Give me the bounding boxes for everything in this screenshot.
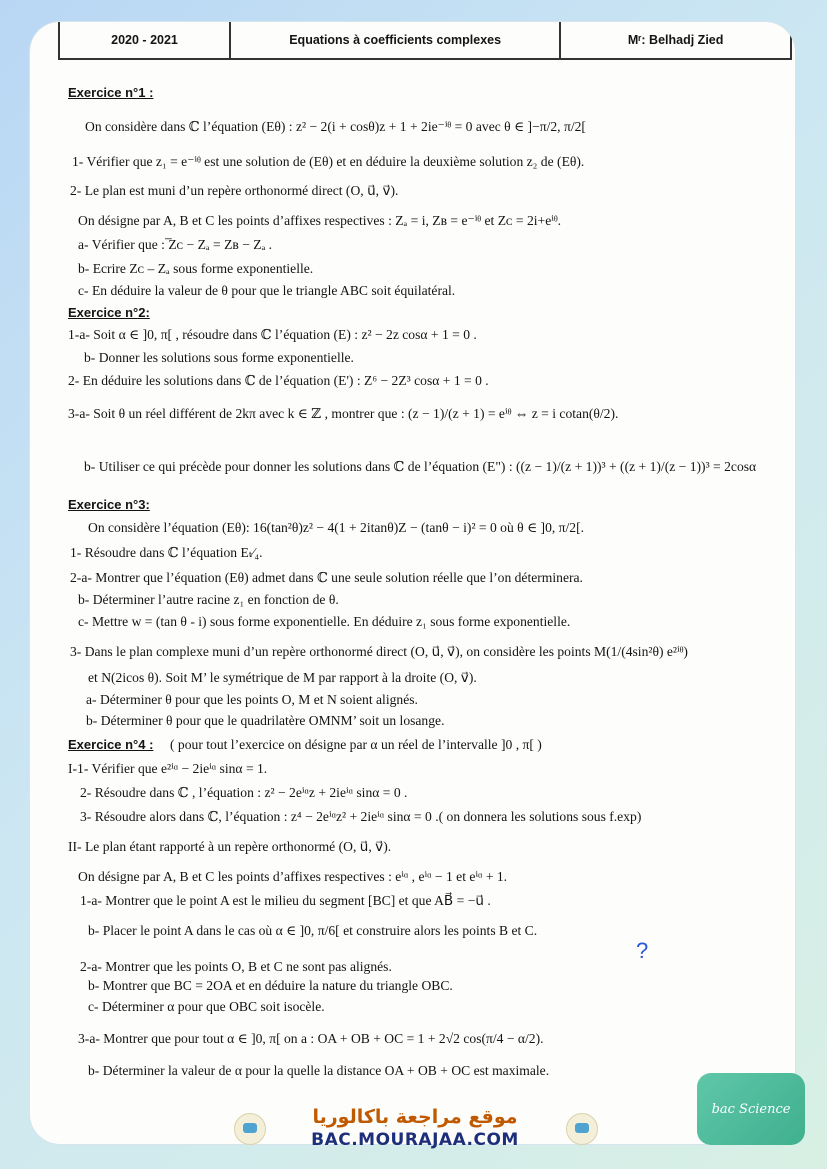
ex4-II1b: b- Placer le point A dans le cas où α ∈ ]0, π/6[ et construire alors les points B et C.	[88, 923, 538, 938]
ex4-II2c: c- Déterminer α pour que OBC soit isocèle.	[88, 999, 325, 1014]
teacher-name: Mʳ: Belhadj Zied	[627, 33, 724, 47]
exercise-1-title: Exercice n°1 :	[68, 85, 154, 100]
ex3-q2b: b- Déterminer l’autre racine z₁ en fonction de θ.	[78, 592, 339, 607]
document-page	[30, 22, 795, 1144]
ex3-q2a: 2-a- Montrer que l’équation (Eθ) admet dans ℂ une seule solution réelle que l’on déterminera.	[70, 570, 583, 585]
ex2-q3a: 3-a- Soit θ un réel différent de 2kπ avec k ∈ ℤ , montrer que : (z − 1)/(z + 1) = eⁱᶿ ⇔ z = i cotan(θ/2).	[68, 406, 619, 421]
ex4-II-points: On désigne par A, B et C les points d’affixes respectives : eⁱᵅ , eⁱᵅ − 1 et eⁱᵅ + 1.	[78, 869, 508, 884]
site-name-arabic: موقع مراجعة باكالوريا	[312, 1106, 518, 1128]
ex4-II1a: 1-a- Montrer que le point A est le milieu du segment [BC] et que AB⃗ = −u⃗ .	[80, 893, 491, 908]
ex4-I3: 3- Résoudre alors dans ℂ, l’équation : z⁴ − 2eⁱᵅz² + 2ieⁱᵅ sinα = 0 .( on donnera les solutions sous f.exp)	[80, 809, 642, 824]
ex2-q1b: b- Donner les solutions sous forme exponentielle.	[84, 350, 354, 365]
ex1-q2: 2- Le plan est muni d’un repère orthonormé direct (O, u⃗, v⃗).	[70, 183, 399, 198]
page-header	[58, 22, 792, 60]
ex4-II3a: 3-a- Montrer que pour tout α ∈ ]0, π[ on a : OA + OB + OC = 1 + 2√2 cos(π/4 − α/2).	[78, 1031, 544, 1046]
ex3-q1: 1- Résoudre dans ℂ l’équation Eₜ⁄₄.	[70, 545, 263, 560]
handwritten-question-mark: ?	[636, 938, 649, 963]
ex1-q1: 1- Vérifier que z₁ = e⁻ⁱᶿ est une solution de (Eθ) et en déduire la deuxième solution z₂ de (Eθ).	[72, 154, 585, 169]
ex3-q3-points: et N(2icos θ). Soit M’ le symétrique de M par rapport à la droite (O, v⃗).	[88, 670, 477, 685]
ex3-q3b: b- Déterminer θ pour que le quadrilatère OMNM’ soit un losange.	[86, 713, 445, 728]
ex2-q1a: 1-a- Soit α ∈ ]0, π[ , résoudre dans ℂ l’équation (E) : z² − 2z cosα + 1 = 0 .	[68, 327, 477, 342]
site-url[interactable]: BAC.MOURAJAA.COM	[311, 1130, 519, 1150]
bac-science-badge: bac Science	[697, 1073, 805, 1145]
exercise-2-title: Exercice n°2:	[68, 305, 150, 320]
document-title: Equations à coefficients complexes	[231, 22, 561, 58]
exercise-3-title: Exercice n°3:	[68, 497, 150, 512]
ex3-q2c: c- Mettre w = (tan θ - i) sous forme exponentielle. En déduire z₁ sous forme exponentielle.	[78, 614, 571, 629]
ex1-q2a: a- Vérifier que : ̅Zᴄ − Zₐ = Zʙ − Zₐ .	[78, 237, 273, 252]
ex4-II3b: b- Déterminer la valeur de α pour la quelle la distance OA + OB + OC est maximale.	[88, 1063, 550, 1078]
site-logo-icon-right	[566, 1113, 598, 1145]
ex4-I1: I-1- Vérifier que e²ⁱᵅ − 2ieⁱᵅ sinα = 1.	[68, 761, 268, 776]
ex1-q2c: c- En déduire la valeur de θ pour que le triangle ABC soit équilatéral.	[78, 283, 456, 298]
exercise-4-title: Exercice n°4 :	[68, 737, 154, 752]
ex2-q2: 2- En déduire les solutions dans ℂ de l’équation (E') : Z⁶ − 2Z³ cosα + 1 = 0 .	[68, 373, 489, 388]
ex4-I2: 2- Résoudre dans ℂ , l’équation : z² − 2eⁱᵅz + 2ieⁱᵅ sinα = 0 .	[80, 785, 408, 800]
site-logo-icon	[234, 1113, 266, 1145]
ex3-statement: On considère l’équation (Eθ): 16(tan²θ)z² − 4(1 + 2itanθ)Z − (tanθ − i)² = 0 où θ ∈ ]0, π/2[.	[88, 520, 585, 535]
ex4-II2b: b- Montrer que BC = 2OA et en déduire la nature du triangle OBC.	[88, 978, 453, 993]
ex1-q2b: b- Ecrire Zᴄ – Zₐ sous forme exponentielle.	[78, 261, 314, 276]
site-footer	[230, 1097, 600, 1159]
ex3-q3a: a- Déterminer θ pour que les points O, M et N soient alignés.	[86, 692, 418, 707]
ex2-q3b: b- Utiliser ce qui précède pour donner les solutions dans ℂ de l’équation (E") : ((z − 1)/(z + 1))³ + ((z + 1)/(z − 1))³ = 2cosα	[84, 459, 757, 474]
school-year: 2020 - 2021	[60, 22, 231, 58]
ex4-II: II- Le plan étant rapporté à un repère orthonormé (O, u⃗, v⃗).	[68, 839, 392, 854]
ex3-q3: 3- Dans le plan complexe muni d’un repère orthonormé direct (O, u⃗, v⃗), on considère les points M(1/(4sin²θ) e²ⁱᶿ)	[70, 644, 688, 659]
ex4-note: ( pour tout l’exercice on désigne par α un réel de l’intervalle ]0 , π[ )	[170, 737, 542, 752]
ex4-II2a: 2-a- Montrer que les points O, B et C ne sont pas alignés.	[80, 959, 392, 974]
ex1-points: On désigne par A, B et C les points d’affixes respectives : Zₐ = i, Zʙ = e⁻ⁱᶿ et Zᴄ = 2i+eⁱᶿ.	[78, 213, 562, 228]
ex1-statement: On considère dans ℂ l’équation (Eθ) : z² − 2(i + cosθ)z + 1 + 2ie⁻ⁱᶿ = 0 avec θ ∈ ]−π/2, π/2[	[85, 119, 586, 134]
